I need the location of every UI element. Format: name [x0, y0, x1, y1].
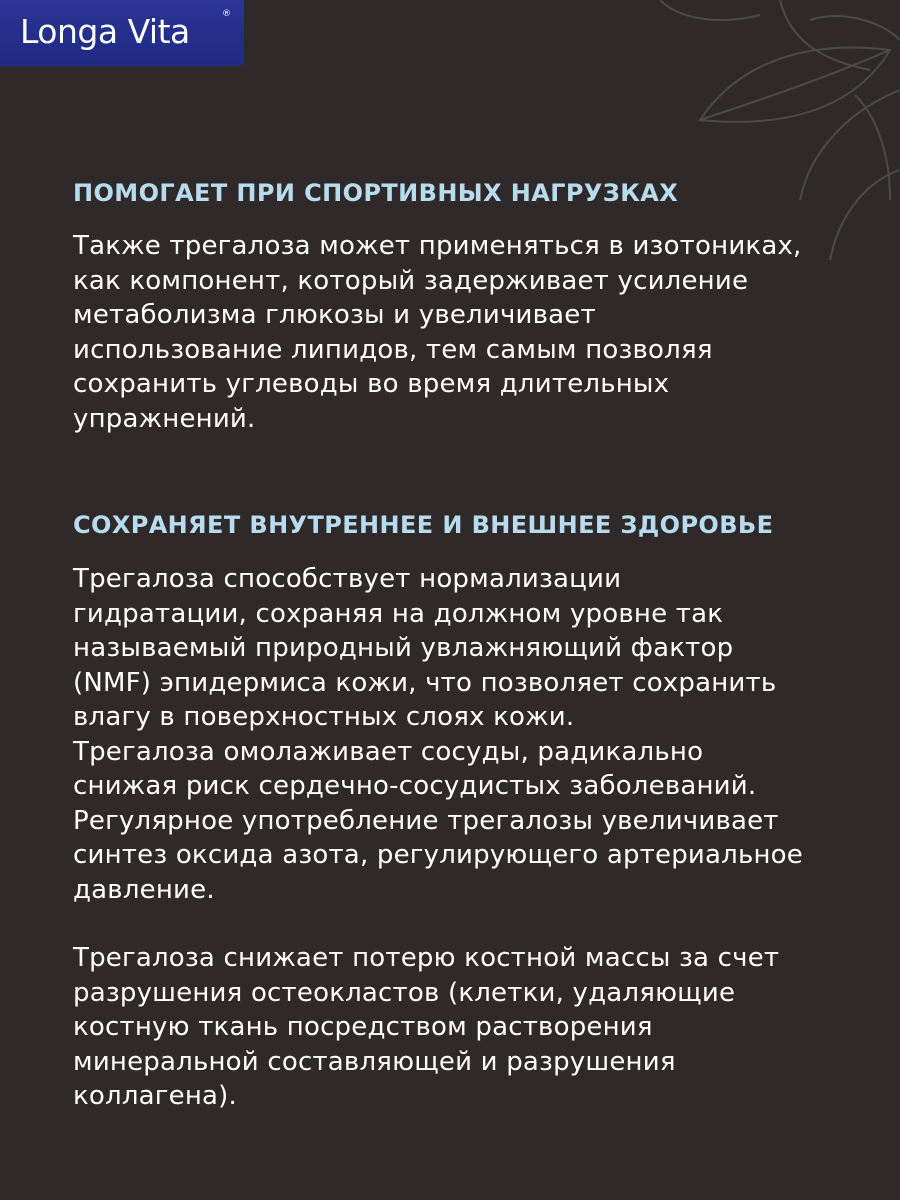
paragraph-line: Также трегалоза может применяться в изотониках, [73, 231, 802, 261]
paragraph-line: разрушения остеокластов (клетки, удаляющие [73, 977, 736, 1008]
paragraph-line: минеральной составляющей и разрушения [73, 1046, 676, 1077]
section-sport [73, 177, 853, 436]
paragraph-line: гидратации, сохраняя на должном уровне так [73, 598, 724, 629]
paragraph-line: влагу в поверхностных слоях кожи. [73, 702, 575, 732]
paragraph-line: (NMF) эпидермиса кожи, что позволяет сохранить [73, 667, 777, 698]
paragraph-line: Трегалоза омолаживает сосуды, радикально [73, 736, 704, 767]
section-paragraph [73, 562, 853, 907]
section-paragraph-bone [73, 941, 853, 1114]
section-paragraph [73, 229, 853, 436]
paragraph-line: как компонент, который задерживает усиление [73, 265, 749, 296]
paragraph-line: коллагена). [73, 1081, 237, 1111]
paragraph-line: метаболизма глюкозы и увеличивает [73, 300, 596, 330]
paragraph-line: синтез оксида азота, регулирующего артериальное [73, 840, 803, 870]
section-health [73, 509, 853, 1114]
section-heading: ПОМОГАЕТ ПРИ СПОРТИВНЫХ НАГРУЗКАХ [73, 179, 679, 207]
paragraph-line: давление. [73, 874, 215, 905]
paragraph-line: сохранить углеводы во время длительных [73, 369, 670, 399]
paragraph-line: Трегалоза снижает потерю костной массы за счет [73, 943, 780, 973]
paragraph-line: костную ткань посредством растворения [73, 1012, 653, 1042]
registered-mark: ® [222, 9, 231, 19]
paragraph-line: использование липидов, тем самым позволяя [73, 334, 713, 365]
paragraph-line: Регулярное употребление трегалозы увеличивает [73, 805, 779, 836]
paragraph-line: называемый природный увлажняющий фактор [73, 633, 734, 663]
paragraph-line: упражнений. [73, 403, 256, 434]
brand-logo-text: Longa Vita [20, 12, 190, 51]
brand-logo [0, 0, 244, 66]
section-heading: СОХРАНЯЕТ ВНУТРЕННЕЕ И ВНЕШНЕЕ ЗДОРОВЬЕ [73, 511, 774, 539]
paragraph-line: снижая риск сердечно-сосудистых заболеваний. [73, 771, 757, 801]
paragraph-line: Трегалоза способствует нормализации [73, 564, 622, 594]
